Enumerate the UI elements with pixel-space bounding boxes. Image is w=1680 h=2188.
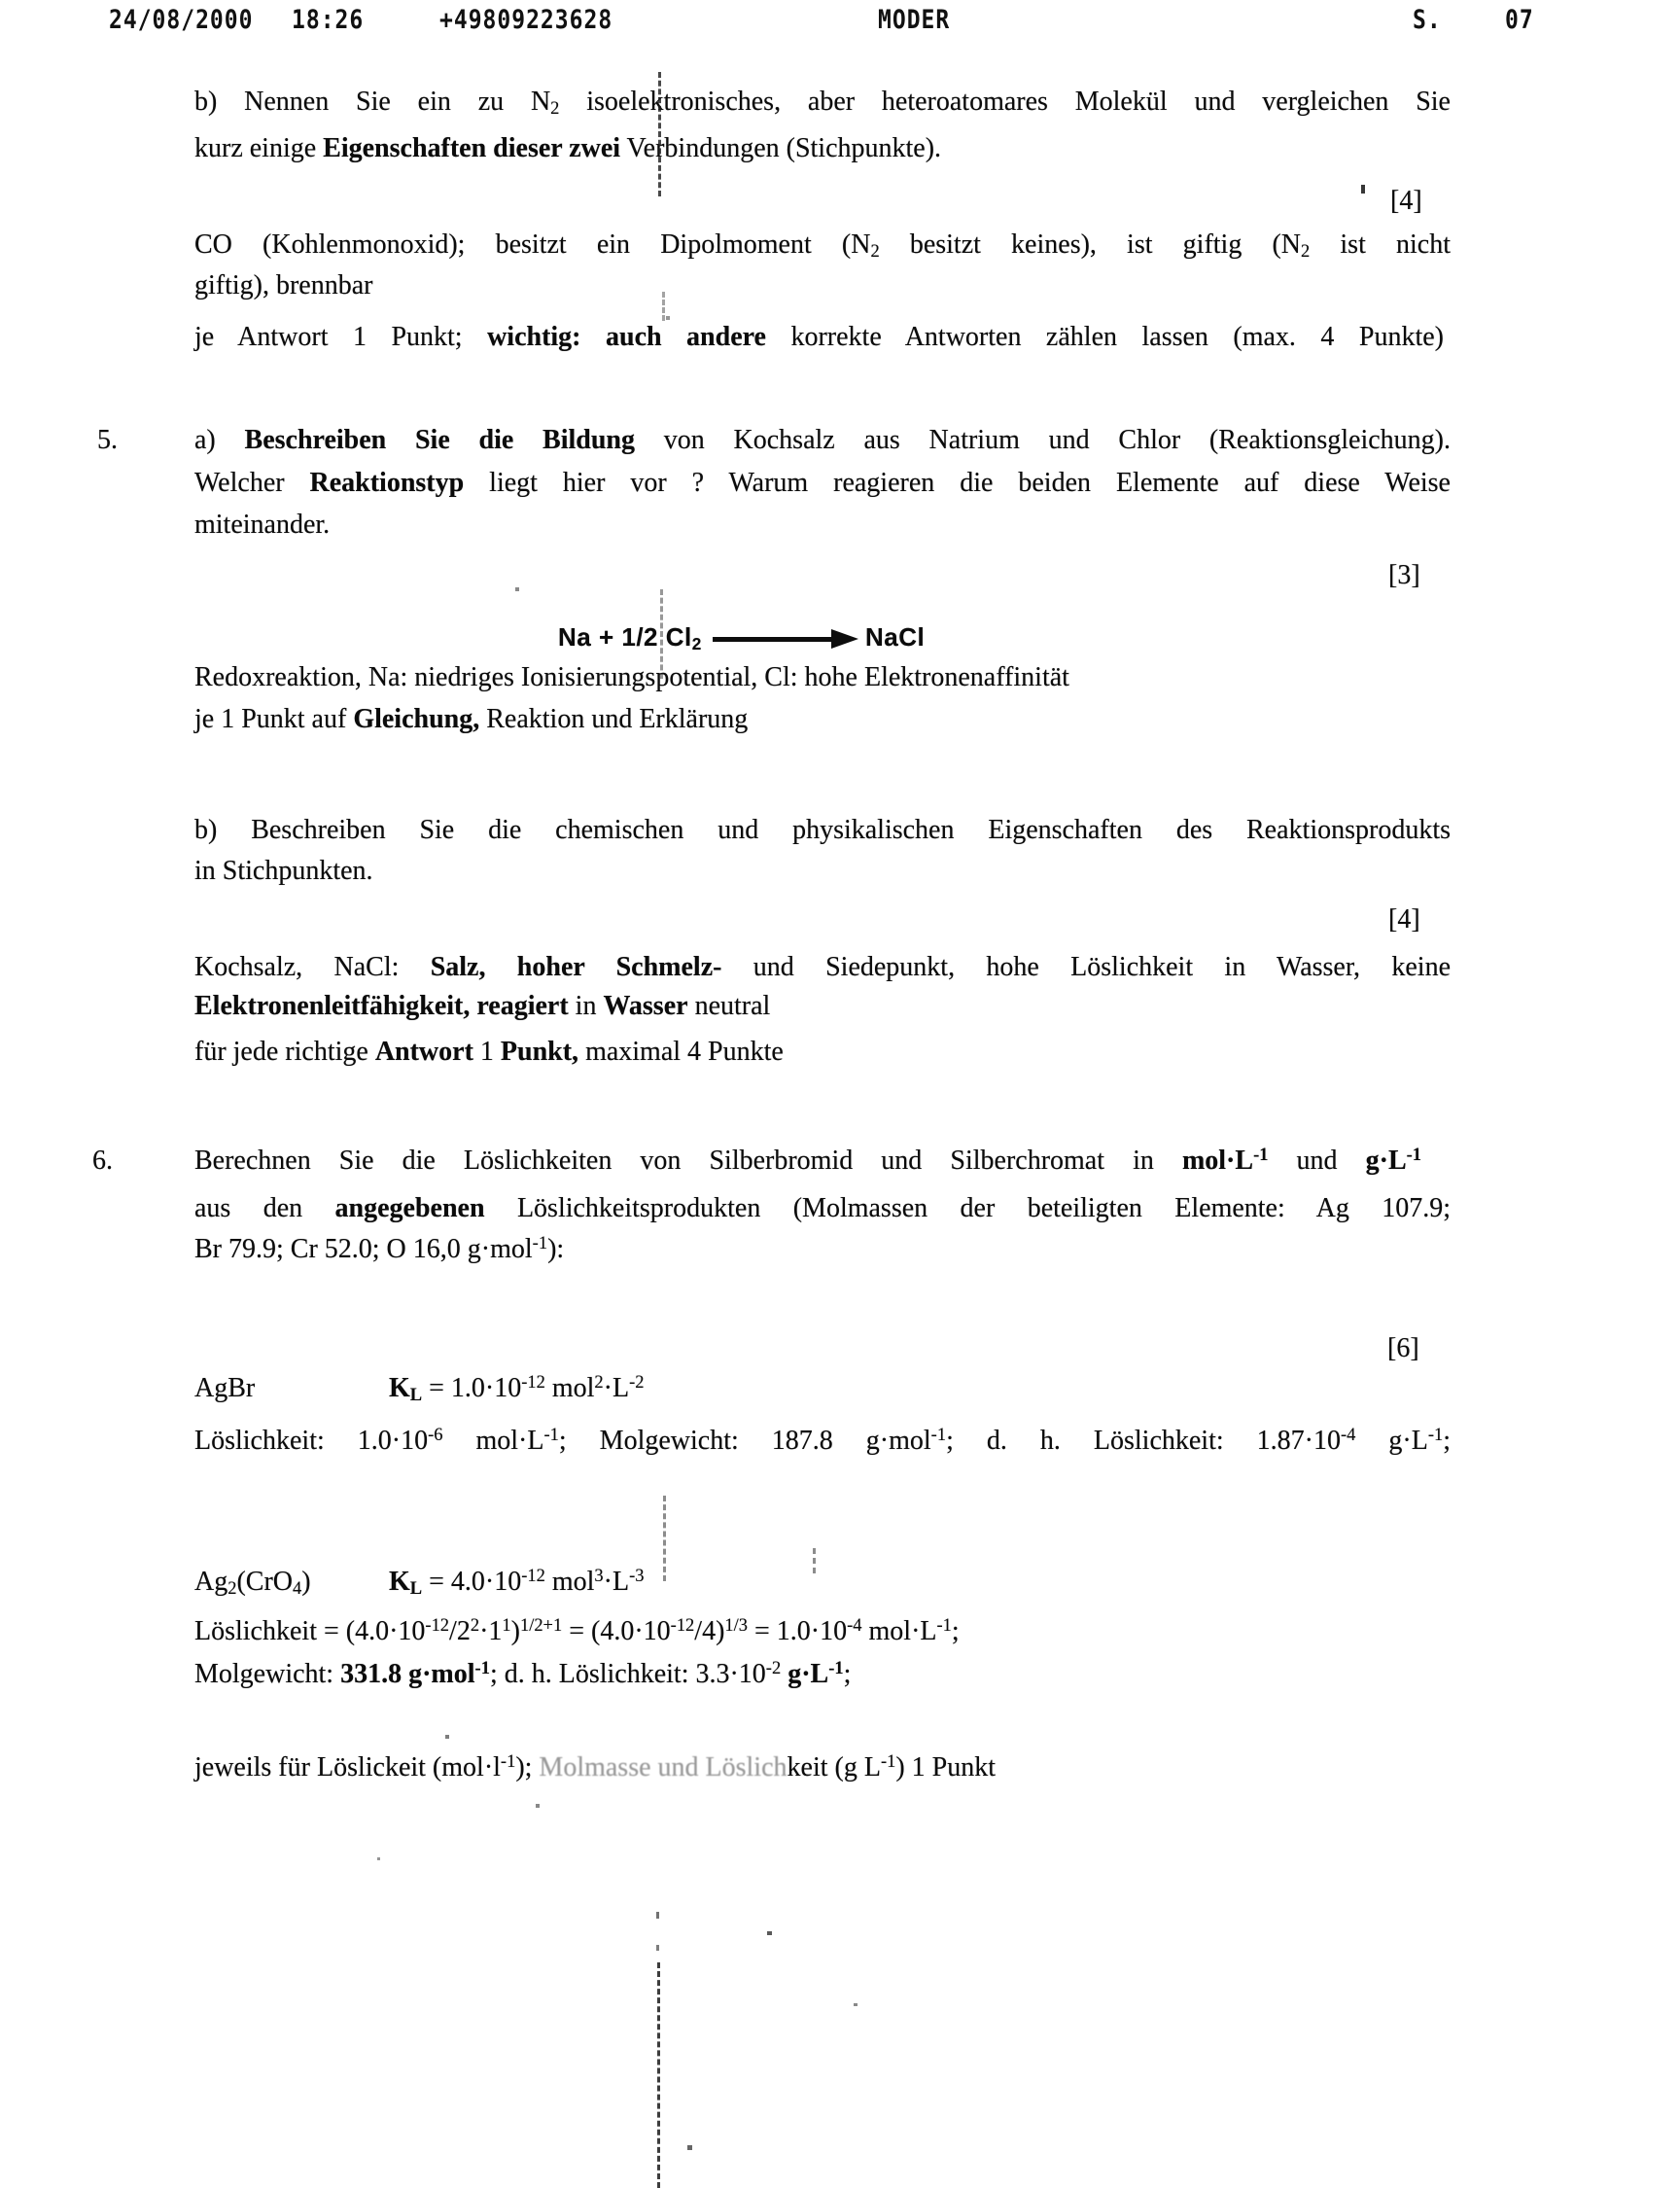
text-fragment: je 1 Punkt auf <box>194 704 354 734</box>
q6-ag2cro4-answer2 <box>194 1658 851 1691</box>
text-fragment: ; d. h. Löslichkeit: 3.3·10 <box>489 1659 766 1689</box>
text-fragment: Redoxreaktion, Na: niedriges Ionisierungspotential, Cl: hohe Elektronenaffinität <box>194 662 1069 692</box>
text-fragment: L <box>409 1578 423 1599</box>
text-fragment: mol·L <box>442 1426 544 1456</box>
scan-artifact-speck <box>536 1804 540 1808</box>
q4b-points-badge <box>1390 185 1422 218</box>
text-fragment: Löslichkeit = (4.0·10 <box>194 1616 426 1646</box>
scan-artifact-speck <box>515 587 519 591</box>
scan-artifact-dashed-line <box>662 292 665 321</box>
q5a-equation-lhs <box>558 622 701 653</box>
q5a-question-line3 <box>194 509 330 542</box>
text-fragment: ; <box>1443 1426 1451 1456</box>
text-fragment: [4] <box>1388 904 1420 935</box>
text-fragment: ist nicht <box>1310 229 1451 260</box>
text-fragment: ; <box>843 1659 852 1689</box>
text-fragment: von Kochsalz aus Natrium und Chlor (Reaktionsgleichung). <box>635 425 1451 455</box>
text-fragment: -3 <box>629 1566 645 1586</box>
reaction-arrow-icon <box>713 637 835 642</box>
text-fragment: je Antwort 1 Punkt; <box>194 322 488 352</box>
q6-agbr-formula <box>194 1372 255 1405</box>
text-fragment: -1 <box>880 1751 896 1772</box>
text-fragment: maximal 4 Punkte <box>578 1037 784 1067</box>
scan-artifact-dashed-line <box>813 1548 816 1573</box>
text-fragment: -1 <box>474 1658 490 1678</box>
text-fragment: -1 <box>828 1658 844 1678</box>
q5b-answer-line2 <box>194 990 770 1023</box>
q5b-points-badge <box>1388 903 1420 936</box>
q5-number <box>97 424 118 457</box>
q5a-question-line1 <box>194 424 1451 457</box>
q6-agbr-answer <box>194 1425 1451 1458</box>
text-fragment: -12 <box>670 1615 695 1636</box>
text-fragment: korrekte Antworten zählen lassen (max. 4 Punkte) <box>765 322 1445 352</box>
fax-page-number <box>1505 6 1534 37</box>
text-fragment: -1 <box>1253 1145 1269 1165</box>
q4b-answer-line1 <box>194 229 1451 262</box>
text-fragment: mol <box>544 1373 595 1403</box>
text-fragment: 331.8 g·mol <box>340 1659 475 1689</box>
q6-grading-note <box>194 1751 996 1784</box>
text-fragment: Salz, hoher Schmelz- <box>430 952 722 982</box>
text-fragment: CO (Kohlenmonoxid); besitzt ein Dipolmoment (N <box>194 229 871 260</box>
text-fragment: -4 <box>847 1615 862 1636</box>
text-fragment: isoelektronisches, aber heteroatomares Molekül und vergleichen Sie <box>559 87 1451 117</box>
text-fragment: Reaktionstyp <box>309 468 465 498</box>
text-fragment: 6. <box>92 1146 113 1176</box>
text-fragment: keit (g L <box>787 1752 881 1782</box>
text-fragment: -1 <box>500 1751 516 1772</box>
text-fragment: b) Beschreiben Sie die chemischen und physikalischen Eigenschaften des Reaktionsprodukts <box>194 815 1451 845</box>
text-fragment: L <box>409 1385 423 1405</box>
scan-artifact-speck <box>377 1857 380 1860</box>
text-fragment: für jede richtige <box>194 1037 375 1067</box>
text-fragment: 18:26 <box>292 6 365 35</box>
q5b-question-line2 <box>194 855 373 888</box>
text-fragment: -1 <box>532 1233 548 1253</box>
text-fragment: Molgewicht: <box>194 1659 341 1689</box>
text-fragment: 4 <box>293 1578 302 1599</box>
text-fragment: 2 <box>470 1615 480 1636</box>
text-fragment: [3] <box>1388 560 1420 590</box>
text-fragment: /4) <box>694 1616 725 1646</box>
text-fragment: Molmasse und Löslich <box>539 1752 788 1782</box>
text-fragment: 2 <box>228 1578 237 1599</box>
q6-question-line3 <box>194 1233 564 1266</box>
text-fragment: ) <box>301 1567 311 1597</box>
q5b-grading-note <box>194 1036 784 1069</box>
text-fragment: -12 <box>425 1615 450 1636</box>
text-fragment: -1 <box>930 1425 947 1445</box>
text-fragment: [6] <box>1387 1333 1419 1363</box>
scan-artifact-speck <box>656 1912 659 1919</box>
text-fragment: 24/08/2000 <box>109 6 254 35</box>
text-fragment: 3 <box>594 1566 604 1586</box>
text-fragment: Eigenschaften dieser zwei <box>323 133 621 163</box>
text-fragment: K <box>389 1373 410 1403</box>
q5a-question-line2 <box>194 467 1451 500</box>
q6-ag2cro4-answer1 <box>194 1615 960 1648</box>
text-fragment: besitzt keines), ist giftig (N <box>879 229 1302 260</box>
text-fragment: mol·L <box>1181 1146 1254 1176</box>
q6-question-line2 <box>194 1192 1451 1225</box>
text-fragment: 1/3 <box>724 1615 749 1636</box>
text-fragment: Wasser <box>603 991 688 1021</box>
text-fragment: Na + 1/2 Cl <box>558 622 692 652</box>
scan-artifact-speck <box>445 1735 449 1739</box>
text-fragment: -6 <box>428 1425 443 1445</box>
scan-artifact-speck <box>1361 185 1365 194</box>
q6-question-line1 <box>194 1145 1421 1178</box>
text-fragment: a) <box>194 425 245 455</box>
fax-number <box>439 6 612 37</box>
q5a-equation-rhs <box>865 622 925 653</box>
text-fragment: ·1 <box>479 1616 503 1646</box>
text-fragment: 1/2+1 <box>519 1615 563 1636</box>
q6-agbr-ksp <box>389 1372 644 1405</box>
text-fragment: 1 <box>472 1037 501 1067</box>
text-fragment: -2 <box>765 1658 782 1678</box>
fax-sender <box>878 6 950 37</box>
text-fragment: ) 1 Punkt <box>895 1752 997 1782</box>
text-fragment: g·L <box>788 1659 829 1689</box>
text-fragment: Gleichung, <box>353 704 480 734</box>
q6-number <box>92 1145 113 1178</box>
text-fragment: -4 <box>1340 1425 1356 1445</box>
text-fragment: Br 79.9; Cr 52.0; O 16,0 g·mol <box>194 1234 533 1264</box>
scan-artifact-speck <box>767 1931 772 1935</box>
q5a-points-badge <box>1388 559 1420 592</box>
text-fragment: -2 <box>629 1372 645 1393</box>
q5a-grading-note <box>194 703 748 736</box>
text-fragment: 2 <box>594 1372 604 1393</box>
text-fragment: neutral <box>687 991 771 1021</box>
text-fragment: und Siedepunkt, hohe Löslichkeit in Wasser, keine <box>721 952 1451 982</box>
text-fragment: kurz einige <box>194 133 324 163</box>
scan-artifact-dashed-line <box>658 72 661 196</box>
text-fragment: AgBr <box>194 1373 256 1403</box>
text-fragment: 2 <box>550 98 560 119</box>
text-fragment: ) <box>510 1616 520 1646</box>
text-fragment: -1 <box>936 1615 952 1636</box>
q5b-question-line1 <box>194 814 1451 847</box>
text-fragment: in Stichpunkten. <box>194 856 373 886</box>
text-fragment: 2 <box>691 634 702 654</box>
text-fragment: 1 <box>502 1615 511 1636</box>
scan-artifact-speck <box>854 2003 858 2006</box>
text-fragment: 07 <box>1505 6 1534 35</box>
text-fragment: Antwort <box>374 1037 473 1067</box>
q4b-question-line2 <box>194 132 941 165</box>
text-fragment: 2 <box>870 241 880 262</box>
q5a-answer-line <box>194 661 1069 694</box>
text-fragment: [4] <box>1390 186 1422 216</box>
text-fragment: +49809223628 <box>439 6 613 35</box>
q4b-question-line1 <box>194 86 1451 119</box>
text-fragment: Elektronenleitfähigkeit, reagiert <box>194 991 569 1021</box>
scan-artifact-dashed-line <box>660 589 663 679</box>
text-fragment: NaCl <box>865 622 926 652</box>
text-fragment: Verbindungen (Stichpunkte). <box>620 133 942 163</box>
scan-artifact-dashed-line <box>657 1962 660 2188</box>
scan-artifact-speck <box>687 2145 692 2150</box>
text-fragment: aus den <box>194 1193 335 1223</box>
text-fragment: = 1.0·10 <box>748 1616 848 1646</box>
text-fragment: g·L <box>1355 1426 1428 1456</box>
q5b-answer-line1 <box>194 951 1451 984</box>
text-fragment: Punkt, <box>500 1037 579 1067</box>
text-fragment: giftig), brennbar <box>194 270 373 300</box>
text-fragment: und <box>1268 1146 1366 1176</box>
scan-artifact-dashed-line <box>663 1496 666 1581</box>
text-fragment: ·L <box>603 1567 630 1597</box>
text-fragment: Ag <box>194 1567 228 1597</box>
text-fragment: 2 <box>1301 241 1311 262</box>
text-fragment: S. <box>1413 6 1442 35</box>
text-fragment: jeweils für Löslickeit (mol·l <box>194 1752 501 1782</box>
q6-ag2cro4-formula <box>194 1566 311 1599</box>
fax-time <box>292 6 364 37</box>
text-fragment: 5. <box>97 425 118 455</box>
text-fragment: -1 <box>1406 1145 1422 1165</box>
text-fragment: /2 <box>449 1616 471 1646</box>
text-fragment: -1 <box>1427 1425 1444 1445</box>
text-fragment: Löslichkeitsprodukten (Molmassen der beteiligten Elemente: Ag 107.9; <box>484 1193 1451 1223</box>
scan-artifact-speck <box>666 316 670 320</box>
text-fragment: g·L <box>1365 1146 1407 1176</box>
text-fragment: Kochsalz, NaCl: <box>194 952 431 982</box>
text-fragment: ; <box>951 1616 960 1646</box>
text-fragment: wichtig: auch andere <box>487 322 766 352</box>
text-fragment: = 1.0·10 <box>422 1373 522 1403</box>
text-fragment: -12 <box>521 1566 545 1586</box>
q4b-answer-line2 <box>194 269 373 302</box>
text-fragment: angegebenen <box>334 1193 485 1223</box>
q6-points-badge <box>1387 1332 1419 1365</box>
text-fragment: ·L <box>603 1373 630 1403</box>
text-fragment: miteinander. <box>194 510 331 540</box>
fax-date <box>109 6 253 37</box>
text-fragment: mol <box>544 1567 595 1597</box>
text-fragment: Löslichkeit: 1.0·10 <box>194 1426 429 1456</box>
text-fragment: = 4.0·10 <box>422 1567 522 1597</box>
text-fragment: = (4.0·10 <box>562 1616 671 1646</box>
text-fragment: -1 <box>543 1425 559 1445</box>
text-fragment: b) Nennen Sie ein zu N <box>194 87 551 117</box>
text-fragment: ); <box>515 1752 540 1782</box>
text-fragment: ; Molgewicht: 187.8 g·mol <box>558 1426 931 1456</box>
text-fragment: in <box>568 991 604 1021</box>
text-fragment: ; d. h. Löslichkeit: 1.87·10 <box>946 1426 1341 1456</box>
q6-ag2cro4-ksp <box>389 1566 644 1599</box>
q4b-grading-note <box>194 321 1444 354</box>
fax-page-label <box>1413 6 1442 37</box>
text-fragment: Welcher <box>194 468 310 498</box>
text-fragment: mol·L <box>861 1616 937 1646</box>
text-fragment: MODER <box>878 6 951 35</box>
text-fragment: Beschreiben Sie die Bildung <box>244 425 636 455</box>
text-fragment: K <box>389 1567 410 1597</box>
text-fragment: liegt hier vor ? Warum reagieren die beiden Elemente auf diese Weise <box>464 468 1451 498</box>
text-fragment: -12 <box>521 1372 545 1393</box>
text-fragment: (CrO <box>236 1567 294 1597</box>
text-fragment: Reaktion und Erklärung <box>479 704 749 734</box>
text-fragment: Berechnen Sie die Löslichkeiten von Silberbromid und Silberchromat in <box>194 1146 1182 1176</box>
text-fragment: ): <box>547 1234 565 1264</box>
scan-artifact-speck <box>656 1945 659 1951</box>
